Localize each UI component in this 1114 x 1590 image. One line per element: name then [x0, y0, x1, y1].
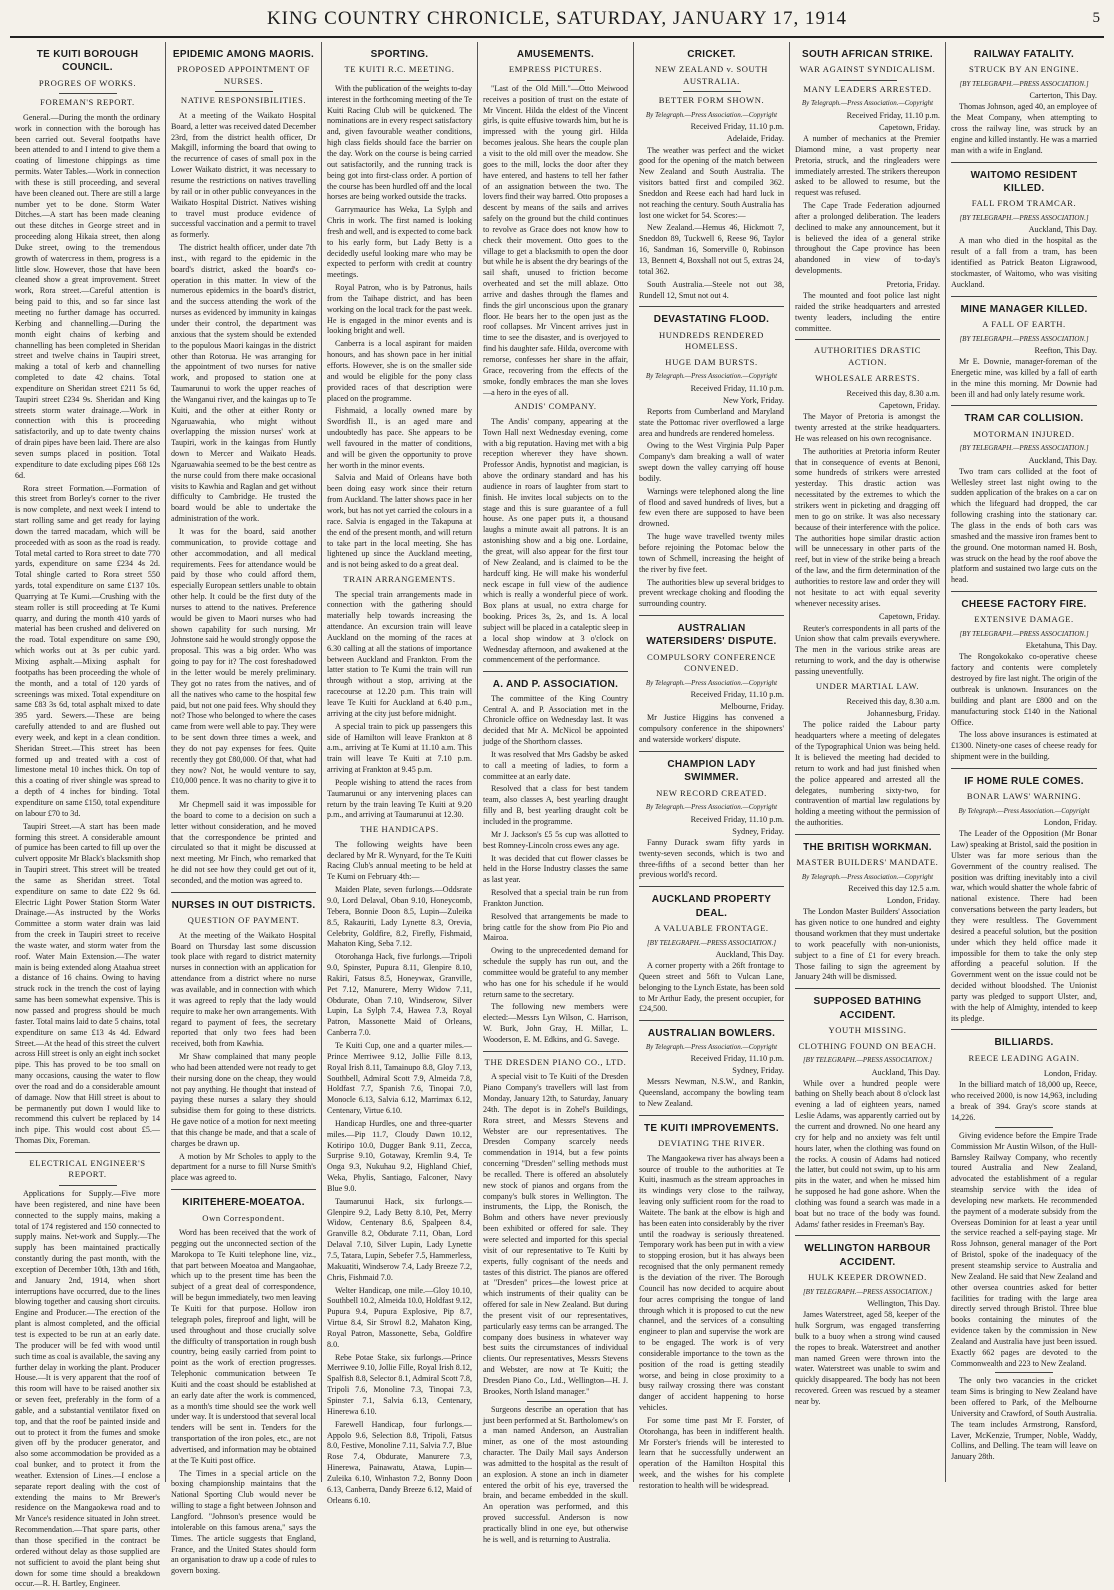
article-subheading: A FALL OF EARTH. — [982, 319, 1066, 329]
paragraph: Taumarunui Hack, six furlongs.—Glenpire 9.2, Lady Betty 8.10, Pet, Merry Widow, Centenary 8.6, Spalpeen 8.4, Granville 8.2, Obdurate 7.11, Oban, Lord Delaval 7.10, Silver Lupin, Lady Lynette 7.5, Tatara, Lupin, Sebefer 7.5, Hammerless, Makuatiti, Windserow 7.4, Lady Breeze 7.2, Chris, Fishmaid 7.0. — [327, 1196, 472, 1282]
credit-line: By Telegraph.—Press Association.—Copyright — [958, 806, 1090, 815]
paragraph: James Waterstreet, aged 58, keeper of the hulk Sorgrum, was engaged transferring bulk to a buoy when a strong wind caused the ropes to break. Waterstreet and another man named Green were thrown into the water. Waterstreet was unable to swim and quickly disappeared. The body has not been recovered. Green was rescued by a steamer near by. — [795, 1310, 940, 1406]
received-line: Received Friday, 11.10 p.m. — [846, 110, 940, 120]
paragraph: Mr J. Jackson's £5 5s cup was allotted to best Romney-Lincoln cross ewes any age. — [483, 829, 628, 850]
article-subheading: BONAR LAWS' WARNING. — [966, 791, 1082, 802]
article-subheading: NEW RECORD CREATED. — [656, 787, 767, 798]
paragraph: In the billiard match of 18,000 up, Reece, who received 2000, is now 14,963, including a break of 394. Gray's score stands at 14,226. — [951, 1080, 1097, 1122]
received-line: Received this day, 8.30 a.m. — [846, 697, 940, 707]
article-heading: UNDER MARTIAL LAW. — [815, 680, 920, 691]
article-heading: TE KUITI IMPROVEMENTS. — [644, 1122, 779, 1134]
article-heading: CRICKET. — [687, 49, 736, 60]
credit-line: [BY TELEGRAPH.—PRESS ASSOCIATION.] — [959, 79, 1089, 88]
article-subheading: REECE LEADING AGAIN. — [968, 1052, 1080, 1063]
paragraph: The following new members were elected:—Messrs Lyn Wilson, C. Harrison, W. Burk, John Gray, H. Millar, L. Wooderson, E. M. Edkins, and G. Savege. — [483, 1002, 628, 1044]
article-heading: WAITOMO RESIDENT KILLED. — [970, 169, 1078, 194]
article-heading: WELLINGTON HARBOUR ACCIDENT. — [804, 1243, 931, 1268]
paragraph: At the meeting of the Waikato Hospital Board on Thursday last some discussion took place with regard to district maternity nurses in connection with an application for attendance from a district where no nurse was available, and in connection with which it was agreed to reply that the lady would require to make her own arrangements. With regard to payment of fees, the secretary reported that only two fees had been received, both from Kawhia. — [171, 930, 316, 1049]
article-subheading: BETTER FORM SHOWN. — [658, 95, 765, 106]
paragraph: With the publication of the weights to-day interest in the forthcoming meeting of the Te Kuiti Racing Club will be quickened. The nominations are in every respect satisfactory and, given favourable weather conditions, high class fields should face the barrier on the day. Work on the course is being carried out satisfactorily, and the running track is being got into first-class order. A portion of the course has been hurdled off and the local horses are being worked outside the tracks. — [327, 83, 472, 202]
paragraph: The huge wave travelled twenty miles before rejoining the Potomac below the town of Schmell, increasing the height of the river by five feet. — [639, 532, 784, 574]
article-subheading: YOUTH MISSING. — [828, 1025, 907, 1036]
credit-line: [BY TELEGRAPH.—PRESS ASSOCIATION.] — [802, 1287, 933, 1296]
column-3 — [322, 42, 478, 1505]
paragraph: Thomas Johnson, aged 40, an employee of the Meat Company, when attempting to cross the railway line, was struck by an engine and killed instantly. He was a married man with a wife in England. — [951, 102, 1098, 155]
article-subheading: STRUCK BY AN ENGINE. — [968, 64, 1080, 75]
paragraph: Mr Chepmell said it was impossible for the board to come to a decision on such a letter without consideration, and he moved that the correspondence be printed and circulated so that it might be discussed at next meeting. Mr Finch, who remarked that he did not see how they could get out of it, seconded, and the motion was agreed to. — [171, 800, 316, 885]
article-heading: AUTHORITIES DRASTIC ACTION. — [813, 345, 922, 367]
paragraph: A corner property with a 26ft frontage to Queen street and 56ft to Vulcan Lane, belonging to the Lynch Estate, has been sold to Mr Arthur Eady, the present occupier, for £24,500. — [639, 961, 784, 1014]
paragraph: "Last of the Old Mill."—Otto Meiwood receives a position of trust on the estate of Mr Vincent. Hilda the eldest of the Vincent girls, is quite effusive towards him, but he is impressed with the young girl. Hilda becomes jealous. She hears the couple plan a visit to the old mill over the meadow. She goes to the mill, locks the door after they have entered, and hastens to tell her father of an assignation between the two. The lovers find their way barred. Otto proposes a descent by means of the sails and arrives safely on the ground but the child continues to revolve as Grace does not know how to check their movement. Otto goes to the village to get a blacksmith to open the door but while he is absent the dry bearings of the sail shaft, unused to friction become overheated and set the mill ablaze. Otto arrive and dashes through the flames and finds the girl unconscious upon the granary floor. He bears her to the open just as the roof collapses. Mr Vincent arrives just in time to see the disaster, and is overjoyed to find his daughter safe. Hilda, overcome with remorse, confesses her share in the affair, Grace, recovering from the effects of the smoke, fondly embraces the man she loves—a hero in the eyes of all. — [483, 83, 628, 397]
dateline: Auckland, This Day. — [715, 949, 784, 959]
paragraph: The authorities blew up several bridges to prevent wreckage choking and flooding the surrounding country. — [639, 577, 784, 609]
paragraph: Te Kuiti Cup, one and a quarter miles.—Prince Merriwee 9.12, Jollie Fille 8.13, Royal Irish 8.11, Tamainupo 8.8, Gloy 7.13, Southbell, Admiral Scott 7.9, Almeida 7.8, Holdfast 7.7, Spanish 7.6, Tinopai 7.0, Monocle 6.13, Salvia 6.12, Marrimax 6.12, Centenary, Virtue 6.10. — [327, 1040, 472, 1116]
paragraph: The authorities at Pretoria inform Reuter that in consequence of events at Benoni, some hundreds of strikers were arrested yesterday. This drastic action was necessitated by the extremes to which the strikers went in picketing and dragging off men to go on strike. It was also necessary because of their interference with the police. The authorities hope similar drastic action will be unnecessary in other parts of the reef, but in view of the strike being a breach of the law, and the firm determination of the authorities to restore law and order they will not hesitate to act with equal severity whenever necessity arises. — [795, 446, 940, 608]
dateline: London, Friday. — [1043, 818, 1097, 828]
paragraph: Rebe Potae Stake, six furlongs.—Prince Merriwee 9.10, Jollie Fille, Royal Irish 8.12, Spalfish 8.8, Selector 8.1, Admiral Scott 7.8, Tripoli 7.6, Monoline 7.3, Tinopai 7.3, Spinster 7.1, Salvia 6.13, Centenary, Hinerewa 6.10. — [327, 1352, 472, 1416]
credit-line: [BY TELEGRAPH.—PRESS ASSOCIATION.] — [959, 213, 1089, 222]
column-4 — [478, 42, 634, 1544]
paragraph: Fanny Durack swam fifty yards in twenty-seven seconds, which is two and three-fifths of a second better than her previous world's record. — [639, 837, 784, 880]
paragraph: Salvia and Maid of Orleans have both been doing easy work since their return from Auckland. The latter shows pace in her work, but has not yet carried the colours in a race. Salvia is engaged in the Takapuna at the end of the present month, and will return to take part in the local meeting. She has lightened up since the Auckland meeting, and is not being asked to do a great deal. — [327, 473, 472, 570]
article-subheading: HULK KEEPER DROWNED. — [808, 1272, 927, 1283]
received-line: Received this day 12.5 a.m. — [848, 884, 940, 894]
paragraph: Resolved that arrangements be made to bring cattle for the show from Pio Pio and Mairoa. — [483, 911, 628, 943]
article-subheading: DEVIATING THE RIVER. — [657, 1138, 766, 1149]
paragraph: Reports from Cumberland and Maryland state the Pottomac river overflowed a large area and hundreds are rendered homeless. — [639, 406, 784, 438]
article-subheading: EXTENSIVE DAMAGE. — [974, 614, 1074, 625]
article-heading: IF HOME RULE COMES. — [964, 775, 1084, 787]
article-heading: EPIDEMIC AMONG MAORIS. — [172, 49, 315, 60]
paragraph: People wishing to attend the races from Taumarunui or any intervening places can return by the train leaving Te Kuiti at 9.20 p.m., and arriving at Taumarunui at 12.30. — [327, 777, 472, 820]
article-subheading: FALL FROM TRAMCAR. — [971, 198, 1077, 209]
article-heading: AUCKLAND PROPERTY DEAL. — [651, 894, 772, 919]
article-subheading: A VALUABLE FRONTAGE. — [654, 923, 769, 934]
article-heading: KIRITEHERE-MOEATOA. — [182, 1197, 305, 1209]
paragraph: Royal Patron, who is by Patronus, hails from the Taihape district, and has been working on the local track for the past week. He is engaged in the minor events and is looking bright and well. — [327, 283, 472, 336]
masthead-title: KING COUNTRY CHRONICLE, SATURDAY, JANUARY 17, 1914 — [266, 8, 848, 29]
article-heading: ELECTRICAL ENGINEER'S REPORT. — [29, 1157, 146, 1180]
article-subheading: WAR AGAINST SYNDICALISM. — [799, 64, 936, 75]
dateline: Eketahuna, This Day. — [1025, 641, 1097, 651]
article-subheading: PROGRES OF WORKS. — [38, 77, 137, 88]
article-subheading: HUGE DAM BURSTS. — [665, 356, 758, 367]
article-heading: AMUSEMENTS. — [516, 49, 595, 60]
paragraph: The weather was perfect and the wicket good for the opening of the match between New Zealand and South Australia. The visitors batted first and compiled 362. Sneddon and Reese each had hard luck in not reaching the century. South Australia has lost one wicket for 54. Scores:— — [639, 145, 784, 220]
paragraph: New Zealand.—Hemus 46, Hickmott 7, Sneddon 89, Tuckwell 6, Reese 96, Taylor 16, Sandman 16, Somerville 0, Robinson 13, Bennett 4, Boxshall not out 5, extras 24, total 362. — [639, 223, 784, 276]
credit-line: By Telegraph.—Press Association.—Copyright — [645, 678, 778, 687]
dateline: London, Friday. — [886, 896, 940, 906]
paragraph: A number of mechanics at the Premier Diamond mine, a vast property near Pretoria, struck, and the ringleaders were immediately arrested. The strikers thereupon asked to be allowed to resume, but the request was refused. — [795, 134, 940, 198]
article-heading: TRAM CAR COLLISION. — [964, 413, 1084, 425]
article-heading: THE DRESDEN PIANO CO., LTD. — [484, 1056, 627, 1067]
article-heading: DEVASTATING FLOOD. — [653, 314, 770, 326]
paragraph: A man who died in the hospital as the result of a fall from a tram, has been identified as Patrick Beaton Ligrawood, stockmaster, of Waitomo, who was visiting Auckland. — [951, 236, 1097, 289]
paragraph: It was resolved that Mrs Gadsby be asked to call a meeting of ladies, to form a committee at an early date. — [483, 749, 628, 781]
article-subheading: EMPRESS PICTURES. — [508, 64, 603, 75]
article-heading: AUSTRALIAN WATERSIDERS' DISPUTE. — [646, 623, 777, 648]
paragraph: Warnings were telephoned along the line of flood and saved hundreds of lives, but a few even there are supposed to have been drowned. — [639, 486, 784, 529]
article-subheading: QUESTION OF PAYMENT. — [187, 915, 300, 926]
credit-line: By Telegraph.—Press Association.—Copyright — [645, 110, 778, 119]
paragraph: The special train arrangements made in connection with the gathering should materially help towards increasing the attendance. An excursion train will leave Auckland on the morning of the races at 6.30 calling at all the stations of importance between Auckland and Frankton. From the latter station to Te Kumi the train will run through without a stop, arriving at the racecourse at 12.20 p.m. This train will leave Te Kuiti for Auckland at 6.40 p.m., arriving at the city just before midnight. — [327, 589, 472, 718]
received-line: Received Friday, 11.10 p.m. — [690, 814, 784, 824]
dateline: Johannesburg, Friday. — [867, 709, 940, 719]
article-subheading: COMPULSORY CONFERENCE CONVENED. — [646, 651, 777, 674]
column-2 — [166, 42, 322, 1576]
article-heading: AUSTRALIAN BOWLERS. — [647, 1028, 776, 1040]
paragraph: Two tram cars collided at the foot of Wellesley street last night owing to the sudden application of the brakes on a car on which the lifeguard had dropped, the car following crashing into the stationary car. The glass in the ends of both cars was smashed and the massive iron frames bent to the ground. One motorman named H. Bosh, was struck on the head by the roof above the platform and sustained two large cuts on the head. — [951, 466, 1097, 585]
article-subheading: TE KUITI R.C. MEETING. — [344, 64, 455, 75]
dateline: Capetown, Friday. — [879, 122, 940, 132]
paragraph: The only two vacancies in the cricket team Sims is bringing to New Zealand have been offered to Park, of the Melbourne University and Crawford, of South Australia. The team includes Armstrong, Ransford, Laver, McKenzie, Trumper, Noble, Waddy, Collins, and Delling. The team will leave on January 28th. — [951, 1376, 1097, 1462]
paragraph: At a meeting of the Waikato Hospital Board, a letter was received dated December 23rd, from the district health officer, Dr Makgill, informing the board that owing to the recurrence of cases of small pox in the Lower Waikato district, it was necessary to resume the restrictions on natives travelling by rail or in other public conveyances in the Waikato Hospital District. Natives wishing to travel must produce evidence of successful vaccination and a permit to travel as formerly. — [171, 110, 316, 240]
paragraph: The mounted and foot police last night raided the strike headquarters and arrested twenty leaders, including the entire committee. — [795, 291, 940, 333]
credit-line: [BY TELEGRAPH.—PRESS ASSOCIATION.] — [959, 629, 1089, 638]
dateline: Melbourne, Friday. — [720, 702, 784, 712]
dateline: Auckland, This Day. — [871, 1067, 940, 1077]
paragraph: While over a hundred people were bathing on Shelly beach about 8 o'clock last evening a lad of eighteen years, named Leslie Adams, was apparently carried out by the current and drowned. No one heard any cry for help and no anxiety was felt until hours later, when the clothing was found on the rocks. A cousin of Adams had noticed the latter, but could not swim, up to his arm pits in the water, and when he missed him he supposed he had gone ashore. When the clothing was found a search was made in a boat but no trace of the body was found. Adams' father resides in Freeman's Bay. — [795, 1078, 940, 1229]
paragraph: Garrymaurice has Weka, La Sylph and Chris in work. The first named is looking fresh and well, and is expected to come back to his early form, but Lady Betty is a decidedly useful looking mare who may be expected to perform with credit at country meetings. — [327, 205, 472, 280]
article-heading: CHAMPION LADY SWIMMER. — [667, 759, 756, 784]
article-subheading: PROPOSED APPOINTMENT OF NURSES. — [176, 64, 311, 86]
dateline: Sydney, Friday. — [732, 826, 784, 836]
dateline: Capetown, Friday. — [879, 612, 940, 622]
article-subheading: Own Correspondent. — [202, 1212, 285, 1223]
article-subheading: MANY LEADERS ARRESTED. — [803, 83, 932, 94]
columns — [10, 42, 1104, 1589]
received-line: Received Friday, 11.10 p.m. — [690, 1054, 784, 1064]
paragraph: Word has been received that the work of pegging out the unconnected section of the Marokopa to Te Kuiti telephone line, viz., that part between Moeatoa and Mangaohae, which up to the present time has been the subject of a great deal of correspondence, will be begun immediately, two men leaving Te Kuiti for that purpose. Hollow iron telegraph poles, fireproof and light, will be used throughout and those crucially solve the difficulty of transportation in rough bush country, being easily carried from point to point as the work of erection progresses. Telephonic communication between Te Kuiti and the coast should be established at an early date after the work is commenced, as a month's time should see the work well under way. It is understood that several local tenders will be sent in. Tenders for the transportation of the iron poles, etc., are not advertised, and information may be obtained at the Te Kuiti post office. — [171, 1228, 316, 1465]
article-subheading: ANDIS' COMPANY. — [514, 401, 597, 412]
paragraph: General.—During the month the ordinary work in connection with the borough has been carried out. Several footpaths have been attended to and I intend to give them a coating of limestone chippings as time permits. Water Tables.—Work in connection with these is still proceeding, and several have been cleaned out. There are still a large number yet to be done. Storm Water Ditches.—A start has been made cleaning out these ditches in George street and in proceeding along Hikaia street, then along Duke street, owing to the tremendous growth of watercress in them, progress is a little slow. However, those that have been cleaned show a great improvement. Street work, Rora street.—Careful attention is being paid to this, and so far since last meeting no further damage has occurred. Kerbing and channelling.—During the month eight chains of kerbing and channelling has been completed in Sheridan street and twelve chains in Taupiri street, making a total of kerb and channelling completed to date 42 chains. Total expenditure on Sheridan street £211 5s 6d, Taupiri street £234 9s. Sheridan and King streets storm water drainage.—Work in connection with this is proceeding satisfactorily, and up to date twenty chains of drain pipes have been laid. There are also seven sumps placed in position. Total expenditure to date excluding pipes £68 12s 6d. — [15, 112, 160, 480]
paragraph: Giving evidence before the Empire Trade Commission Mr Austin Wilson, of the Hull-Barnsley Railway Company, who recently toured Australia and New Zealand, advocated the establishment of a regular steamship service with the idea of developing new markets. He recommended the payment of a moderate subsidy from the Overseas Dominion for at least a year until the service reached a self-paying stage. Mr Ross Johnson, general manager of the Port of Bristol, spoke of the inadequacy of the present steamship service to Australia and New Zealand. He said that New Zealand and other oversea countries asked for better facilities for trading with the large area directly served through Bristol. Three blue books containing the minutes of the evidence taken by the commission in New Zealand and Australia have just been issued. Exactly 662 pages are devoted to the Commonwealth and 223 to New Zealand. — [951, 1130, 1097, 1368]
received-line: Received Friday, 11.10 p.m. — [690, 122, 784, 132]
paragraph: Reuter's correspondents in all parts of the Union show that calm prevails everywhere. The men in the various strike areas are returning to work, and the day is otherwise passing uneventfully. — [795, 623, 940, 676]
article-heading: SUPPOSED BATHING ACCIDENT. — [813, 996, 922, 1021]
paragraph: Otorohanga Hack, five furlongs.—Tripoli 9.0, Spinster, Pupura 8.11, Glenpire 8.10, Rakiri, Fatsus 8.5, Honeywax, Granville, Pet 7.12, Manurere, Merry Widow 7.11, Obdurate, Oban 7.10, Windserow, Silver Lupin, La Sylph 7.4, Hawea 7.3, Royal Patron, Massonette Maid of Orleans, Canberra 7.0. — [327, 952, 472, 1038]
paragraph: A special train to pick up passengers this side of Hamilton will leave Frankton at 8 a.m., arriving at Te Kumi at 11.10 a.m. This train will leave Te Kuiti at 7.10 p.m. arriving at Frankton at 9.45 p.m. — [327, 721, 472, 775]
paragraph: Owing to the unprecedented demand for schedule the supply has run out, and the committee would be grateful to any member who has one for his schedule if he would return same to the secretary. — [483, 946, 628, 999]
dateline: Carterton, This Day. — [1029, 91, 1097, 101]
article-heading: BILLIARDS. — [994, 1037, 1054, 1049]
paragraph: For some time past Mr F. Forster, of Otorohanga, has been in indifferent health. Mr Forster's friends will be interested to learn that he successfully underwent an operation of the Hamilton Hospital this week, and the wishes for his complete restoration to health will be widespread. — [639, 1415, 784, 1490]
credit-line: [BY TELEGRAPH.—PRESS ASSOCIATION.] — [959, 334, 1089, 343]
paragraph: The Rongokokako co-operative cheese factory and contents were completely destroyed by fire last night. The origin of the outbreak is unknown. Insurances on the building and plant are £800 and on the manufacturing stock £140 in the National Office. — [951, 652, 1097, 727]
page-number: 5 — [1092, 10, 1100, 26]
paragraph: The following weights have been declared by Mr R. Wynyard, for the Te Kuiti Racing Club's annual meeting to be held at Te Kumi on February 4th:— — [327, 839, 472, 882]
dateline: Capetown, Friday. — [879, 401, 940, 411]
dateline: Reefton, This Day. — [1034, 345, 1097, 355]
paragraph: Handicap Hurdles, one and three-quarter miles.—Pip 11.7, Cloudy Dawn 10.12, Kotiripo 10.0, Dugger Bank 9.11, Zecca, Surprise 9.10, Gotaway, Kremlin 9.4, Te Onga 9.3, Nukuhau 9.2, Highland Chief, Weka, Phylis, Santiago, Falconer, Navy Blue 9.0. — [327, 1118, 472, 1193]
paragraph: The London Master Builders' Association has given notice to one hundred and eighty thousand workmen that they must undertake to work peacefully with non-unionists, subject to a fine of £1 for every breach. Those failing to sign the agreement by January 24th will be dismissed. — [795, 907, 940, 982]
paragraph: Messrs Newman, N.S.W., and Rankin, Queensland, accompany the bowling team to New Zealand. — [639, 1077, 784, 1108]
article-heading: NURSES IN OUT DISTRICTS. — [171, 899, 316, 911]
article-heading: TE KUITI BOROUGH COUNCIL. — [36, 49, 139, 74]
article-subheading: MASTER BUILDERS' MANDATE. — [796, 857, 939, 868]
paragraph: Resolved that a class for best tandem team, also classes A, best yearling draught filly and B, best yearling draught colt be included in the programme. — [483, 784, 628, 826]
article-subheading: FOREMAN'S REPORT. — [40, 97, 135, 108]
paragraph: Farewell Handicap, four furlongs.—Appolo 9.6, Selection 8.8, Tripoli, Fatsus 8.0, Festive, Monoline 7.11, Salvia 7.7, Blue Rose 7.4, Obdurate, Manurere 7.3, Hinerewa, Painawatu, Atawa, Lupin—Zuleika 6.10, Winhaston 7.2, Bonny Doon 6.13, Canberra, Dandy Breeze 6.12, Maid of Orleans 6.10. — [327, 1419, 472, 1505]
paragraph: Canberra is a local aspirant for maiden honours, and has shown pace in her initial efforts. However, she is on the smaller side and would be eligible for the pony class provided races of that description were placed on the programme. — [327, 339, 472, 403]
paragraph: The committee of the King Country Central A. and P. Association met in the Chronicle office on Wednesday last. It was decided that Mr A. McNicol be appointed judge of the Shorthorn classes. — [483, 693, 628, 747]
dateline: Auckland, This Day. — [1028, 225, 1097, 235]
dateline: New York, Friday. — [723, 395, 784, 405]
credit-line: By Telegraph.—Press Association.—Copyright — [801, 99, 934, 108]
received-line: Received Friday, 11.10 p.m. — [690, 383, 784, 393]
article-heading: SOUTH AFRICAN STRIKE. — [802, 49, 933, 60]
credit-line: [BY TELEGRAPH.—PRESS ASSOCIATION.] — [646, 938, 777, 947]
column-5 — [634, 42, 790, 1490]
paragraph: Maiden Plate, seven furlongs.—Oddsrate 9.0, Lord Delaval, Oban 9.10, Honeycomb, Tebera, Bonnie Doon 8.5, Lupin—Zuleika 8.5, Rakauriti, Lady Lynette 8.3, Orevia, Celebrity, Goldfire, 8.2, Firefly, Fishmaid, Mahaton King, Seba 7.12. — [327, 885, 472, 949]
column-6 — [790, 42, 946, 1482]
paragraph: Applications for Supply.—Five more have been registered, and nine have been connected to the supply mains, making a total of 174 registered and 150 connected to supply mains. Net-work and Supply.—The supply has been maintained practically constantly during the past month, with the exception of December 10th, 13th and 16th, and January 2nd, 1914, when short interruptions have occurred, due to the lines blowing together and causing short circuits. Engine and Producer.—The erection of the plant is almost completed, and the official test is expected to be run at an early date. The producer will be fed with wood until such time as coal is available, the saving any further delay in working the plant. Producer House.—It is very apparent that the roof of this room will have to be raised another six or seven feet, preferably in the form of a gable, and a substantial ventilator fixed on top, and that the roof be painted inside and out to protect it from the fumes and smoke given off by the producer generator, and also some accommodation be provided as a coal bunker, and to protect it from the weather. Extension of Lines.—I enclose a separate report dealing with the cost of extending the mains to Mr Brewer's residence on the Mangaokewa road and to Mr Vance's residence situated in John street. Recommendation.—That spare parts, other than those specified in the contract be ordered without delay as those supplied are not sufficient to avoid the plant being shut down for some time should a breakdown occur.—R. H. Bartley, Engineer. — [15, 1189, 160, 1589]
paragraph: The Leader of the Opposition (Mr Bonar Law) speaking at Bristol, said the position in Ulster was far more serious than the Government of the country realised. The position was drifting inevitably into a civil war, which would shatter the whole fabric of national existence. There had been conversations between the party leaders, but they were resultless. The Government desired a peaceful solution, but the position under which they held office made it impossible for them to take the only step affording a peaceful solution. If the Government went on the issue could not be decided without bloodshed. The Unionist party was pledged to support Ulster, and, with the help of Almighty, intended to keep its pledge. — [951, 829, 1097, 1023]
paragraph: The police raided the Labour party headquarters where a meeting of delegates of the Typographical Union was being held. It is believed the meeting had decided to return to work and had just finished when the police appeared and arrested all the delegates, numbering sixty-two, for contravention of martial law regulations by holding a meeting without the permission of the authorities. — [795, 720, 940, 828]
article-subheading: NEW ZEALAND v. SOUTH AUSTRALIA. — [655, 64, 768, 86]
article-subheading: NATIVE RESPONSIBILITIES. — [180, 95, 307, 106]
dateline: Auckland, This Day. — [1028, 455, 1097, 465]
paragraph: Mr E. Downie, manager-foreman of the Energetic mine, was killed by a fall of earth in the mine this morning. Mr Downie had been ill and had only lately resume work. — [951, 357, 1097, 399]
credit-line: By Telegraph.—Press Association.—Copyright — [645, 1042, 778, 1051]
received-line: Received Friday, 11.10 p.m. — [690, 690, 784, 700]
dateline: Pretoria, Friday. — [886, 279, 940, 289]
article-heading: MINE MANAGER KILLED. — [960, 303, 1088, 315]
dateline: Sydney, Friday. — [732, 1066, 784, 1076]
article-subheading: WHOLESALE ARRESTS. — [815, 372, 920, 383]
column-7 — [946, 42, 1102, 1482]
paragraph: A motion by Mr Scholes to apply to the department for a nurse to fill Nurse Smith's place was agreed to. — [171, 1151, 316, 1183]
dateline: London, Friday. — [1043, 1069, 1097, 1079]
paragraph: Owing to the West Virginia Pulp Paper Company's dam breaking a wall of water swept down the valley carrying off house bodily. — [639, 441, 784, 483]
paragraph: Taupiri Street.—A start has been made forming this street. A considerable amount of pumice has been carted to fill up over the culvert opposite Mr Black's blacksmith shop in Taupiri street. This street will be treated the same as Sheridan street. Total expenditure on same to date £22 9s 6d. Electric Light Power Station Storm Water Drainage.—As instructed by the Works Committee a storm water drain was laid from the creek in Taupiri street to receive the waste water, and storm water from the roof. Water Main Extension.—The water main is being extended along Ataahua street a distance of 16 chains. Owing to having struck rock in the trench the cost of laying same has been somewhat expensive. This is now passed and progress should be much faster. Total mains laid to date 5 chains, total expenditure on same £13 4s 4d. Edward Street.—At the head of this street the culvert across Hill street is only an eight inch socket pipe. This has proved to be too small on many occasions, causing the water to flow over the road and do a considerable amount of damage. Now that Hill street is about to be permanently put down I would like to recommend this culvert be replaced by 14 inch pipe. This would cost about £5.—Thomas Dix, Foreman. — [15, 821, 160, 1146]
dateline: Wellington, This Day. — [867, 1299, 940, 1309]
paragraph: South Australia.—Steele not out 38, Rundell 12, Smut not out 4. — [639, 279, 784, 300]
paragraph: The Times in a special article on the boxing championship maintains that the National Sporting Club would never be willing to stage a fight between Johnson and Langford. "Johnson's presence would be intolerable on this famous arena," says the Times. The article suggests that England, France, and the United States should form an organisation to draw up a code of rules to govern boxing. — [171, 1468, 316, 1576]
credit-line: By Telegraph.—Press Association.—Copyright — [801, 872, 934, 881]
credit-line: [BY TELEGRAPH.—PRESS ASSOCIATION.] — [959, 444, 1089, 453]
credit-line: By Telegraph.—Press Association.—Copyright — [645, 803, 778, 812]
paragraph: Mr Shaw complained that many people who had been attended were not ready to get their nursing done on the cheap, they would not pay anything. He thought that instead of paying these nurses a salary they should subsidise them for going to these districts. He gave notice of a motion for next meeting that this change be made, and that a scale of charges be drawn up. — [171, 1052, 316, 1148]
paragraph: The Mangaokewa river has always been a source of trouble to the authorities at Te Kuiti, inasmuch as the stream approaches in its windings very close to the railway, leaving only sufficient room for the road to Waitete. The bank at the elbow is high and has been eaten into considerably by the river until the roadway is seriously threatened. Temporary work has been put in with a view to stopping erosion, but it has always been recognised that the only permanent remedy is the deviation of the river. The Borough Council has now decided to acquire about four acres comprising the tongue of land through which it is proposed to cut the new channel, and the services of a consulting engineer to plan and supervise the work are to be engaged. The work is of very considerable importance to the town as the position of the road is getting steadily worse, and being in close proximity to a busy railway crossing there was constant danger of accident happening to horse vehicles. — [639, 1153, 784, 1413]
paragraph: Rora street Formation.—Formation of this street from Borley's corner to the river is now complete, and next week I intend to start rolling same and get ready for laying down the tarred macadam, which will be proceeded with as soon as the road is ready. Total metal carted to Rora street to date 770 yards, expenditure on same £234 4s 2d. Total shingle carted to Rora street 550 yards, total expenditure on same £137 10s. Quarrying at Te Kumi.—Crushing with the steam roller is still proceeding at Te Kumi quarry, and during the month 410 yards of material has been crushed and delivered on the road. Total expenditure on same £90, which works out at 3s per cubic yard. Mixing asphalt.—Mixing asphalt for footpaths has been proceeding the whole of the month, and a total of 120 yards of screenings was mixed. Total expenditure on same £83 3s 6d, total asphalt mixed to date 395 yard. Sewers.—These are being carefully attended to and are flushed out every week, and kept in a clean condition. Sheridan Street.—This street has been formed up and treated with a cost of limestone metal 10 inches thick. On top of this a coating of river shingle was spread to a depth of 4 inches for binding. Total expenditure on same £150, total expenditure on labour £70 to 3d. — [15, 483, 160, 818]
article-subheading: TRAIN ARRANGEMENTS. — [343, 574, 456, 585]
paragraph: The loss above insurances is estimated at £1300. Ninety-one cases of cheese ready for shipment were in the building. — [951, 730, 1097, 762]
article-heading: THE BRITISH WORKMAN. — [803, 841, 932, 853]
paragraph: Mr Justice Higgins has convened a compulsory conference in the shipowners' and waterside workers' dispute. — [639, 713, 784, 745]
article-heading: CHEESE FACTORY FIRE. — [961, 599, 1087, 611]
paragraph: The Mayor of Pretoria is amongst the twenty arrested at the strike headquarters. He was released on his own recognisance. — [795, 412, 940, 443]
paragraph: It was decided that cut flower classes be held in the Horse Industry classes the same as last year. — [483, 853, 628, 885]
received-line: Received this day, 8.30 a.m. — [846, 389, 940, 399]
dateline: Adelaide, Friday. — [726, 134, 784, 144]
article-subheading: CLOTHING FOUND ON BEACH. — [798, 1040, 937, 1051]
article-subheading: HUNDREDS RENDERED HOMELESS. — [659, 329, 764, 352]
paragraph: The Cape Trade Federation adjourned after a prolonged deliberation. The leaders declined to make any announcement, but it is believed the idea of a general strike throughout the Cape province has been abandoned in view of to-day's developments. — [795, 201, 940, 276]
paragraph: Resolved that a special train be run from Frankton Junction. — [483, 888, 628, 908]
paragraph: Surgeons describe an operation that has just been performed at St. Bartholomew's on a man named Anderson, an Australian miner, as one of the most astounding character. The Daily Mail says Anderson was admitted to the hospital as the result of an explosion. A stone an inch in diameter entered the orbit of his eye, traversed the brain, and became embedded in the skull. An operation was performed, and this proved successful. Anderson is now practically blind in one eye, but otherwise he is well, and is returning to Australia. — [483, 1404, 628, 1544]
paragraph: The Andis' company, appearing at the Town Hall next Wednesday evening, come with a big reputation. Having met with a big reception wherever they have shown. Professor Andis, hypnotist and magician, is above the ordinary standard and has his audience in roars of laughter from start to finish. He invites local subjects on to the stage and this is sure guarantee of a full house. As one paper puts it, a thousand laughs a minute await all patrons. It is an astonishing show and a big one. Lordaine, the great, will also appear for the first tour of New Zealand, and is claimed to be the hardcuff king. He will make his wonderful neck escape in full view of the audience which is really a wonderful piece of work. Box plans at usual, no extra charge for booking. Prices 3s, 2s, and 1s. A local subject will be placed in a cataleptic sleep in a local shop window at 3 o'clock on Wednesday afternoon, and awakened at the commencement of the performance. — [483, 416, 628, 665]
article-heading: RAILWAY FATALITY. — [973, 49, 1075, 60]
credit-line: By Telegraph.—Press Association.—Copyright — [645, 372, 778, 381]
paragraph: Fishmaid, a locally owned mare by Swordfish II., is an aged mare and undoubtedly has pace. She appears to be well favoured in the matter of conditions, and will be given the opportunity to prove her worth in the minor events. — [327, 406, 472, 470]
article-heading: SPORTING. — [370, 49, 429, 60]
paragraph: A special visit to Te Kuiti of the Dresden Piano Company's travellers will last from Monday, January 12th, to Saturday, January 24th. The depot is in Zohel's Buildings, Rora street, and Messrs Stevens and Webster are our representatives. The Dresden Company scarcely needs commendation in 1914, but a few points concerning "Dresden" selling methods must be recalled. There is offered an absolutely new stock of pianos and organs from the company's bulk stores in Wellington. The instruments, the Lipp, the Ronisch, the Bohm and others have never previously been exhibited or offered for sale. They were selected and imported for this special visit of our representative to Te Kuiti by experts, fully cognisant of the needs and tastes of this district. The pianos are offered at "Dresden" prices—the lowest price at which instruments of their quality can be offered for sale in New Zealand. But during the present visit of our representatives, particularly easy terms can be arranged. The company does business in whatever way best suits the circumstances of individual clients. Our representatives, Messrs Stevens and Webster, are now at Te Kuiti; the Dresden Piano Co., Ltd., Wellington—H. J. Brookes, North Island manager." — [483, 1072, 628, 1396]
paragraph: The district health officer, under date 7th inst., with regard to the epidemic in the board's district, asked the board's co-operation in this matter. In view of the numerous epidemics in the board's district, and the success attending the work of the nurses as evidenced by immunity in kaingas under their control, the department was anxious that the system should be extended to the populous Maori kaingas in the district other than Rotorua. He was arranging for the appointment of two nurses for native work, and proposed to station one at Taumarunui to work the upper reaches of the Wanganui river, and the kaingas up to Te Kuiti, and the other at either Ronty or Ngaruawahia, who might without overlapping the mission nurses' work at Taupiri, work in the kaingas from Huntly down to Mercer and Waikato Heads. Ngaruawahia seemed to be the best centre as the nurse could from there make occasional visits to Kawhia and Raglan and get without difficulty to Cambridge. He trusted the board would be able to undertake the administration of the work. — [171, 243, 316, 524]
article-subheading: MOTORMAN INJURED. — [973, 428, 1075, 439]
masthead — [10, 6, 1104, 38]
paragraph: It was for the board, said another communication, to provide cottage and other accommodation, and all medical requirements. Fees for attendance would be paid by those who could afford them, especially European settlers unable to obtain other help. It could be the first duty of the nurses to attend to the natives. Preference would be given to Maori nurses who had shown capability for such nursing. Mr Johnstone said he would strongly oppose the proposal. This was a big order. Who was going to pay for it? The cost foreshadowed in the letter would be merely preliminary. They got no rates from the natives, and of all the natives who came to the hospital few paid, but not one paid fees. Why should they not? Those who belonged to where the cases came from were well able to pay. They were to be sent down three times a week, and they do not pay expenses for fees. Quite recently they got £80,000. Of that, what had they now? Not, he would venture to say, £10,000 pence. It was no charity to give it to them. — [171, 527, 316, 797]
article-heading: A. AND P. ASSOCIATION. — [492, 679, 619, 691]
paragraph: Welter Handicap, one mile.—Gloy 10.10, Southbell 10.2, Almeida 10.0, Holdfast 9.12, Pupura 9.4, Pupura Explosive, Pip 8.7, Virtue 8.4, Sir Strowl 8.2, Mahaton King, Royal Patron, Massonette, Seba, Goldfire 8.0. — [327, 1285, 473, 1349]
credit-line: [BY TELEGRAPH.—PRESS ASSOCIATION.] — [802, 1056, 933, 1065]
column-1 — [10, 42, 166, 1589]
article-subheading: THE HANDICAPS. — [360, 824, 439, 835]
